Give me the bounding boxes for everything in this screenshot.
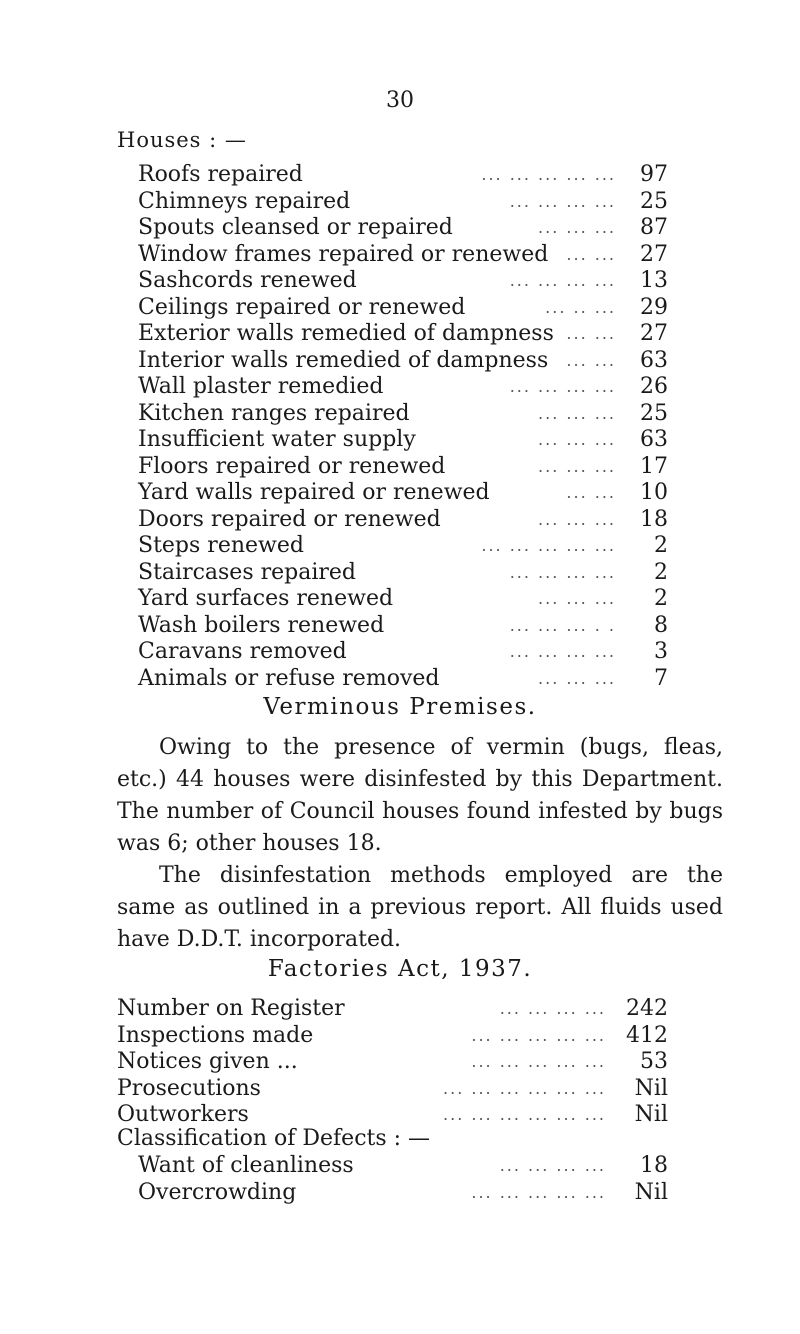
- item-label: Floors repaired or renewed: [138, 453, 446, 479]
- item-label: Animals or refuse removed: [138, 665, 440, 691]
- list-item: [117, 994, 668, 1024]
- item-value: 17: [640, 453, 668, 479]
- item-value: 97: [640, 162, 668, 187]
- item-label: Yard walls repaired or renewed: [138, 480, 490, 505]
- item-label: Want of cleanliness: [138, 1153, 354, 1178]
- item-label: Caravans removed: [138, 639, 347, 664]
- item-value: 2: [654, 533, 668, 558]
- item-value: 7: [654, 665, 668, 691]
- verminous-paragraph-1: Owing to the presence of vermin (bugs, fleas, etc.) 44 houses were disinfested by this Department. The number of Council houses found infested by bugs was 6; other houses 18.: [117, 735, 723, 856]
- item-value: 10: [640, 480, 668, 505]
- item-label: Wall plaster remedied: [138, 374, 384, 399]
- leader-dots: ... .. ...: [545, 297, 616, 317]
- item-label: Number on Register: [117, 996, 345, 1021]
- list-item: [138, 346, 668, 376]
- item-value: Nil: [634, 1180, 668, 1205]
- leader-dots: ... ... ... ... ...: [481, 165, 616, 184]
- item-value: 2: [654, 586, 668, 611]
- list-item: [138, 637, 668, 667]
- leader-dots: ... ... ... ... ... ...: [443, 1078, 606, 1098]
- list-item: [117, 1074, 668, 1104]
- list-item: [138, 505, 668, 535]
- item-label: Wash boilers renewed: [138, 612, 385, 638]
- list-item: [138, 1178, 668, 1208]
- item-label: Chimneys repaired: [138, 188, 351, 214]
- leader-dots: ... ... ...: [538, 403, 616, 423]
- leader-dots: ... ... ... . .: [509, 615, 616, 635]
- list-item: [138, 584, 668, 614]
- leader-dots: ... ... ... ...: [509, 377, 616, 396]
- leader-dots: ... ...: [566, 483, 616, 502]
- item-value: 29: [640, 294, 668, 320]
- leader-dots: ... ... ... ...: [509, 191, 616, 211]
- leader-dots: ... ... ... ... ...: [471, 1025, 606, 1045]
- item-label: Yard surfaces renewed: [138, 586, 394, 611]
- leader-dots: ... ... ...: [538, 430, 616, 449]
- leader-dots: ... ... ...: [538, 456, 616, 476]
- leader-dots: ... ... ... ...: [509, 271, 616, 290]
- item-value: 13: [640, 268, 668, 293]
- item-label: Spouts cleansed or repaired: [138, 215, 453, 240]
- item-value: 87: [640, 215, 668, 240]
- page-number: 30: [386, 88, 414, 113]
- leader-dots: ... ... ...: [538, 509, 616, 529]
- list-item: [138, 664, 668, 694]
- list-item: [138, 425, 668, 455]
- item-label: Outworkers: [117, 1102, 249, 1127]
- leader-dots: ... ... ... ...: [499, 1156, 606, 1175]
- item-value: 242: [626, 996, 668, 1021]
- item-label: Ceilings repaired or renewed: [138, 294, 466, 320]
- list-item: [138, 531, 668, 561]
- list-item: [138, 319, 668, 349]
- item-label: Insufficient water supply: [138, 427, 416, 452]
- verminous-title: Verminous Premises.: [263, 694, 537, 720]
- list-item: [138, 372, 668, 402]
- list-item: [138, 187, 668, 217]
- item-label: Steps renewed: [138, 533, 304, 558]
- list-item: [117, 1021, 668, 1051]
- item-label: Notices given ...: [117, 1049, 298, 1074]
- item-value: 27: [640, 241, 668, 267]
- list-item: [138, 478, 668, 508]
- item-label: Interior walls remedied of dampness: [138, 347, 549, 373]
- item-value: Nil: [634, 1075, 668, 1101]
- item-label: Kitchen ranges repaired: [138, 400, 410, 426]
- leader-dots: ... ... ... ... ... ...: [443, 1105, 606, 1124]
- leader-dots: ... ... ... ...: [499, 999, 606, 1018]
- item-value: 53: [640, 1049, 668, 1074]
- item-label: Exterior walls remedied of dampness: [138, 321, 554, 346]
- leader-dots: ... ... ... ... ...: [471, 1183, 606, 1202]
- leader-dots: ... ... ... ... ...: [481, 536, 616, 555]
- item-label: Doors repaired or renewed: [138, 506, 441, 532]
- list-item: [138, 160, 668, 190]
- item-value: 63: [640, 347, 668, 373]
- list-item: [138, 213, 668, 243]
- list-item: [138, 399, 668, 429]
- item-label: Window frames repaired or renewed: [138, 241, 549, 267]
- item-value: 18: [640, 1153, 668, 1178]
- item-label: Prosecutions: [117, 1075, 261, 1101]
- list-item: [138, 452, 668, 482]
- leader-dots: ... ... ...: [538, 668, 616, 688]
- leader-dots: ... ...: [566, 324, 616, 343]
- item-value: 25: [640, 400, 668, 426]
- item-value: Nil: [634, 1102, 668, 1127]
- item-value: 2: [654, 559, 668, 585]
- item-value: 18: [640, 506, 668, 532]
- item-value: 8: [654, 612, 668, 638]
- verminous-paragraph-2: The disinfestation methods employed are the same as outlined in a previous report. All fluids used have D.D.T. incorporated.: [117, 863, 723, 952]
- leader-dots: ... ... ... ...: [509, 562, 616, 582]
- houses-heading: Houses : —: [117, 128, 247, 152]
- leader-dots: ... ... ...: [538, 589, 616, 608]
- item-label: Sashcords renewed: [138, 268, 357, 293]
- item-label: Staircases repaired: [138, 559, 357, 585]
- list-item: [138, 266, 668, 296]
- leader-dots: ... ...: [566, 244, 616, 264]
- item-label: Roofs repaired: [138, 162, 303, 187]
- leader-dots: ... ...: [566, 350, 616, 370]
- list-item: [138, 611, 668, 641]
- factories-title: Factories Act, 1937.: [267, 956, 533, 982]
- list-item: [138, 558, 668, 588]
- leader-dots: ... ... ...: [538, 218, 616, 237]
- item-value: 26: [640, 374, 668, 399]
- leader-dots: ... ... ... ... ...: [471, 1052, 606, 1071]
- list-item: [117, 1047, 668, 1077]
- item-label: Inspections made: [117, 1022, 314, 1048]
- item-label: Overcrowding: [138, 1180, 297, 1205]
- list-item: [138, 293, 668, 323]
- item-value: 63: [640, 427, 668, 452]
- item-value: 3: [654, 639, 668, 664]
- leader-dots: ... ... ... ...: [509, 642, 616, 661]
- item-value: 27: [640, 321, 668, 346]
- list-item: [138, 240, 668, 270]
- list-item: [138, 1151, 668, 1181]
- item-value: 412: [626, 1022, 668, 1048]
- item-value: 25: [640, 188, 668, 214]
